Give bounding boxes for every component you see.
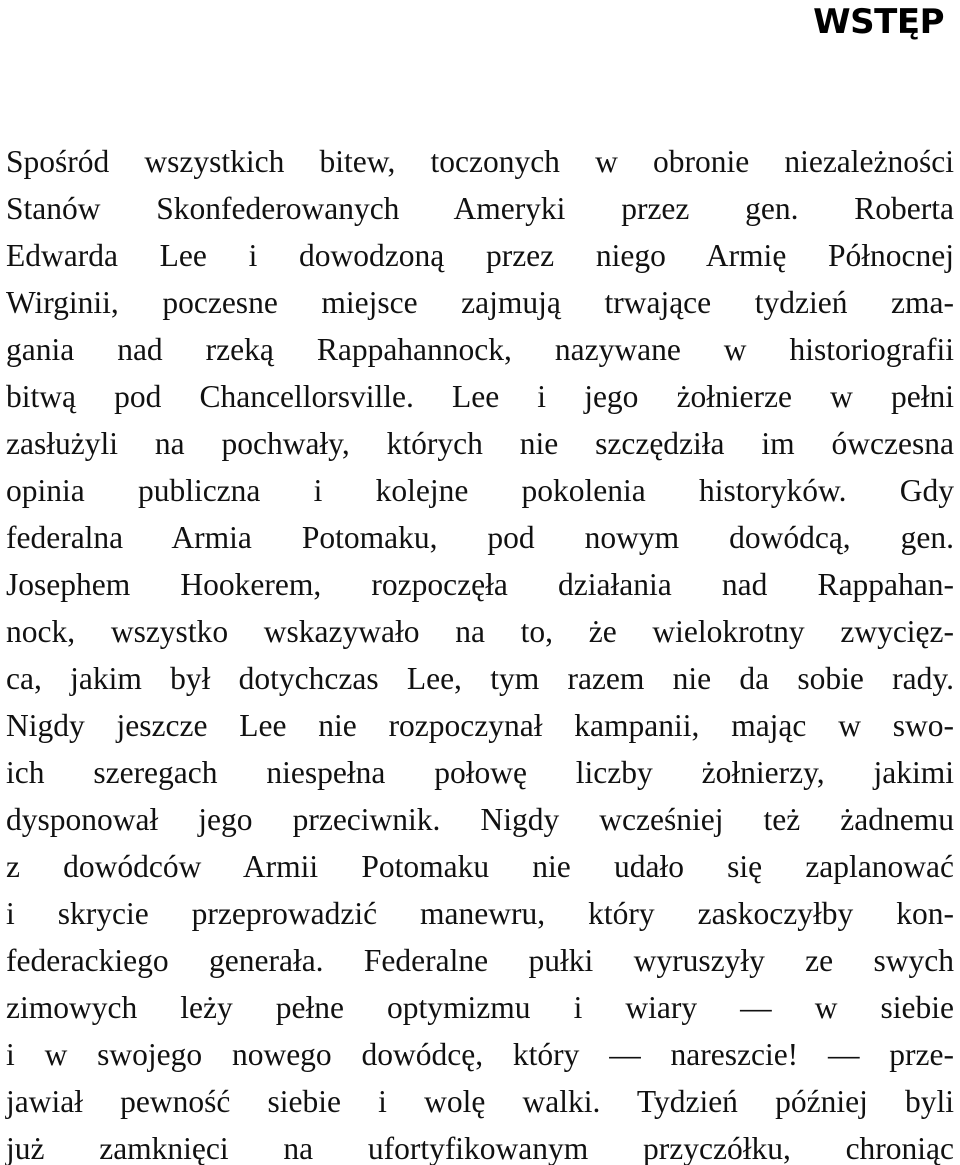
text-line: Edwarda Lee i dowodzoną przez niego Armię Północnej: [6, 238, 954, 273]
text-line: i w swojego nowego dowódcę, który — nareszcie! — prze-: [6, 1037, 954, 1072]
text-line: dysponował jego przeciwnik. Nigdy wcześniej też żadnemu: [6, 802, 954, 837]
text-line: Josephem Hookerem, rozpoczęła działania nad Rappahan-: [6, 567, 954, 602]
text-line: zimowych leży pełne optymizmu i wiary — w siebie: [6, 990, 954, 1025]
text-line: Wirginii, poczesne miejsce zajmują trwające tydzień zma-: [6, 285, 954, 320]
chapter-heading: WSTĘP: [813, 2, 944, 42]
text-line: bitwą pod Chancellorsville. Lee i jego żołnierze w pełni: [6, 379, 954, 414]
body-paragraph: [6, 138, 954, 1165]
text-line: ich szeregach niespełna połowę liczby żołnierzy, jakimi: [6, 755, 954, 790]
text-line: jawiał pewność siebie i wolę walki. Tydzień później byli: [6, 1084, 954, 1119]
text-line: Nigdy jeszcze Lee nie rozpoczynał kampanii, mając w swo-: [6, 708, 954, 743]
text-line: Stanów Skonfederowanych Ameryki przez gen. Roberta: [6, 191, 954, 226]
text-line: Spośród wszystkich bitew, toczonych w obronie niezależności: [6, 144, 954, 179]
text-line: federackiego generała. Federalne pułki wyruszyły ze swych: [6, 943, 954, 978]
text-line: federalna Armia Potomaku, pod nowym dowódcą, gen.: [6, 520, 954, 555]
text-line: i skrycie przeprowadzić manewru, który zaskoczyłby kon-: [6, 896, 954, 931]
text-line: zasłużyli na pochwały, których nie szczędziła im ówczesna: [6, 426, 954, 461]
text-line: gania nad rzeką Rappahannock, nazywane w historiografii: [6, 332, 954, 367]
text-line: nock, wszystko wskazywało na to, że wielokrotny zwycięz-: [6, 614, 954, 649]
text-line: opinia publiczna i kolejne pokolenia historyków. Gdy: [6, 473, 954, 508]
text-line: już zamknięci na ufortyfikowanym przyczółku, chroniąc: [6, 1131, 954, 1165]
text-line: z dowódców Armii Potomaku nie udało się zaplanować: [6, 849, 954, 884]
text-line: ca, jakim był dotychczas Lee, tym razem nie da sobie rady.: [6, 661, 954, 696]
